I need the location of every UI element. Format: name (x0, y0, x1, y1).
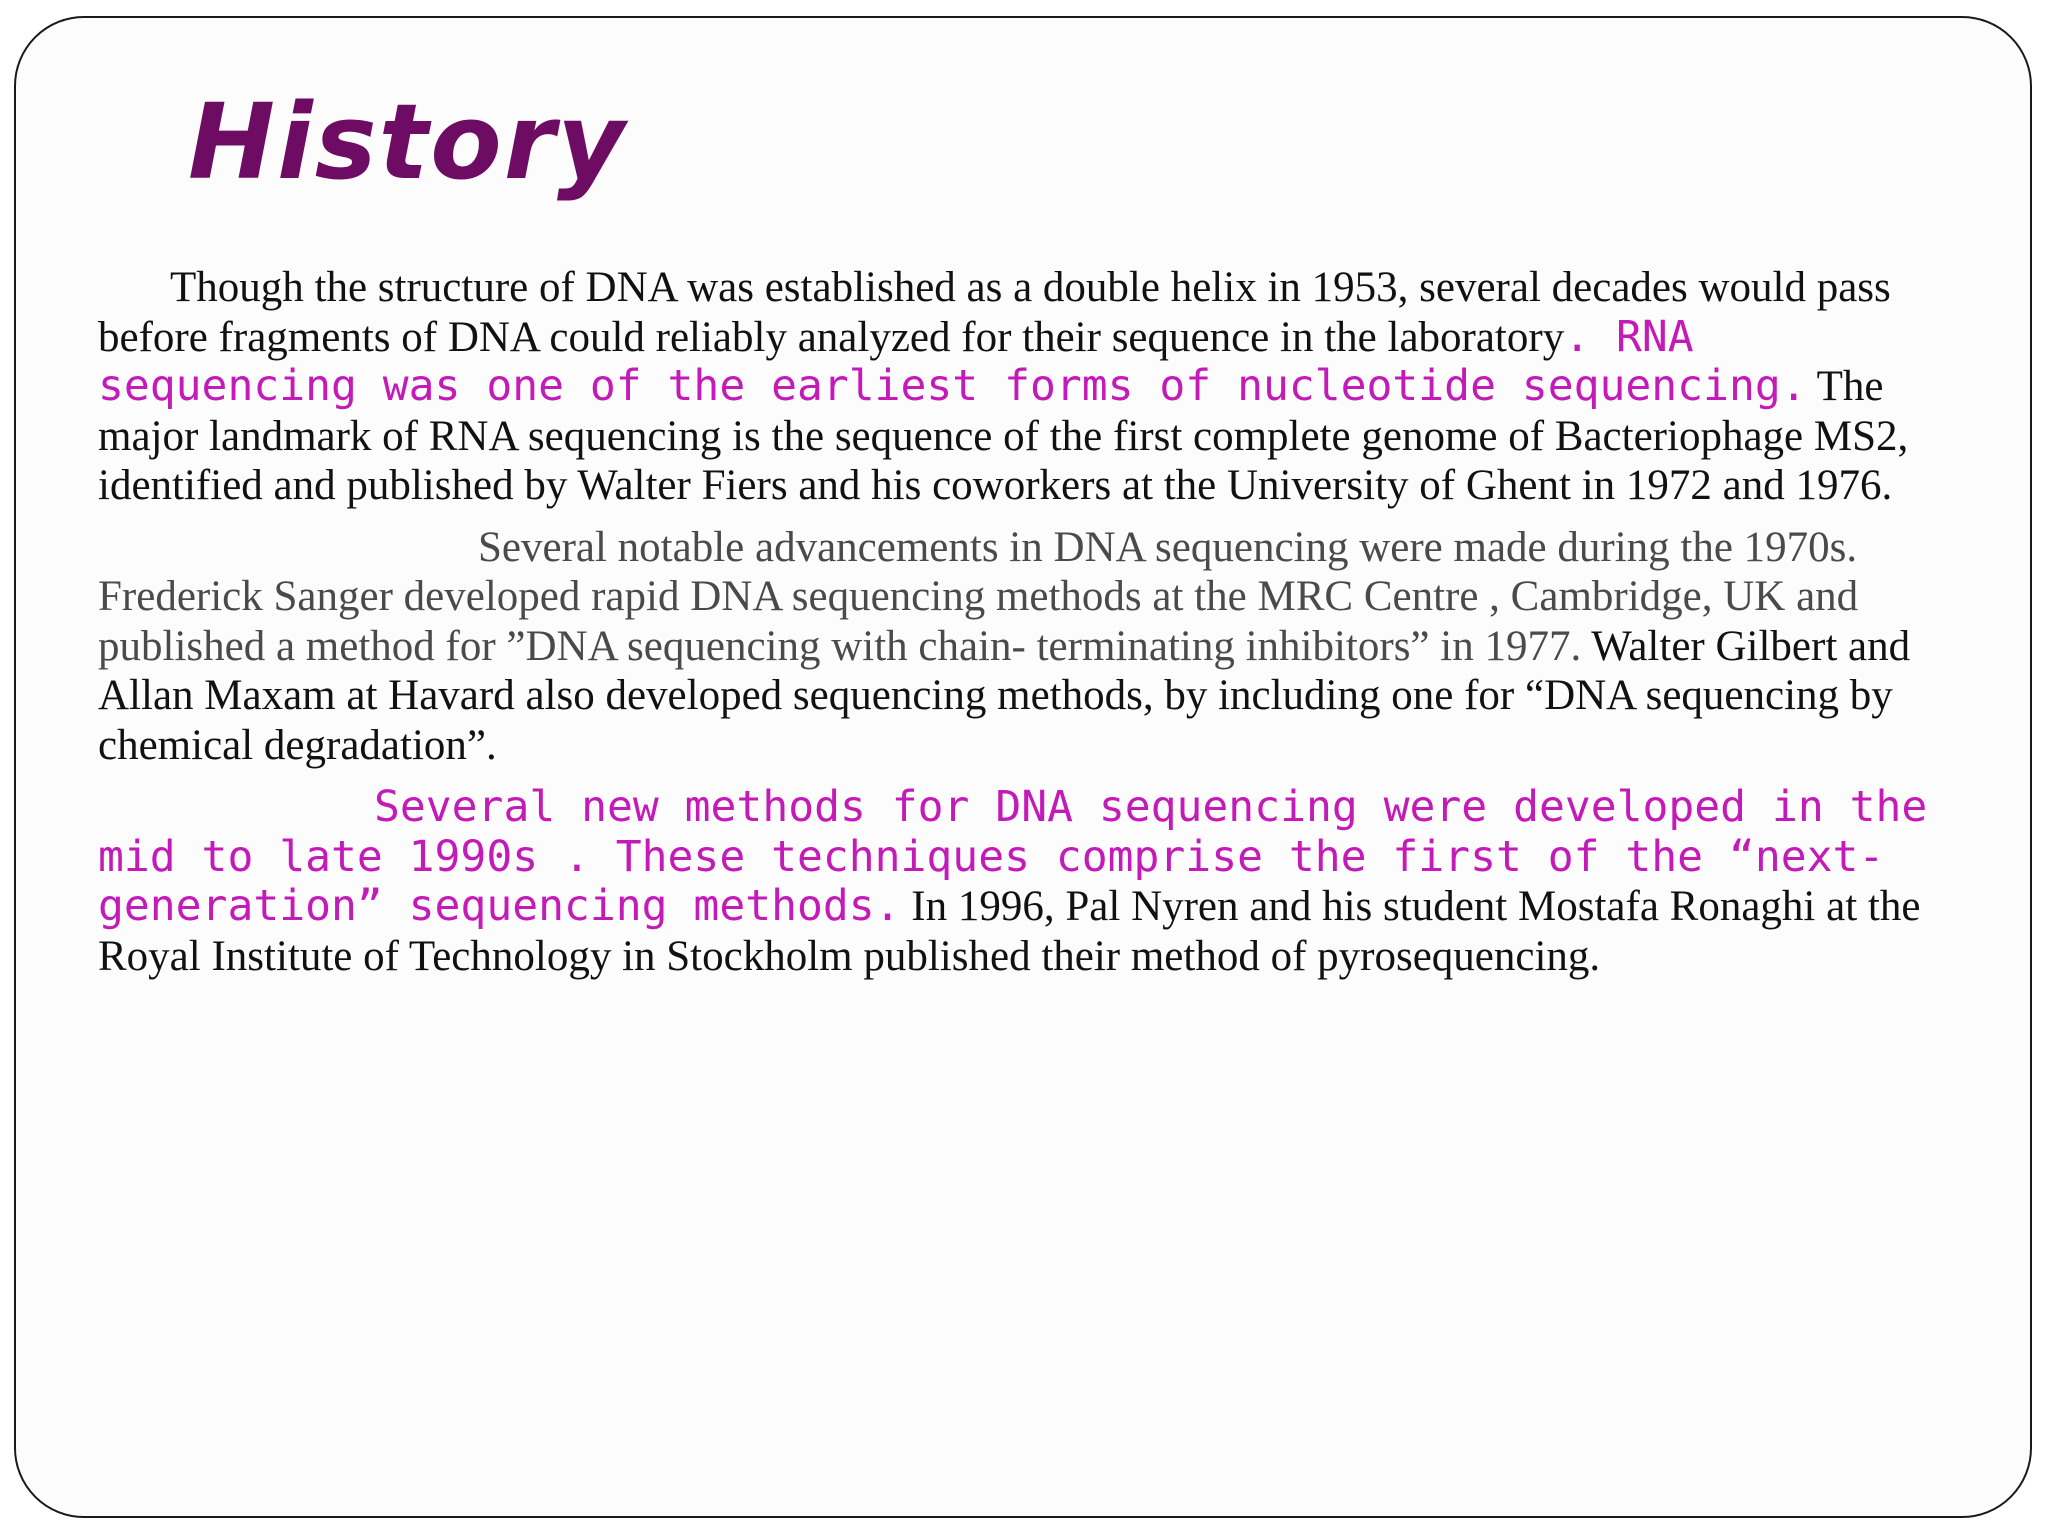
paragraph-1-text-rest: The major landmark of RNA sequencing is the sequence of the first complete genome of Bacteriophage MS2, identified and published by Walter Fiers and his coworkers at the University of Ghent in 1972 and 1976. (98, 363, 1909, 509)
paragraph-3-highlight: Several new methods for DNA sequencing were developed in the mid to late 1990s . These techniques comprise the first of the “next-generation” sequencing methods. (98, 782, 1928, 931)
history-paragraph-2 (98, 523, 1928, 771)
history-paragraph-3 (98, 783, 1928, 981)
paragraph-2-text-dark: Walter Gilbert and Allan Maxam at Havard also developed sequencing methods, by including one for “DNA sequencing by chemical degradation”. (98, 622, 1911, 769)
slide-body (98, 263, 1928, 981)
paragraph-3-text: In 1996, Pal Nyren and his student Mostafa Ronaghi at the Royal Institute of Technology in Stockholm published their method of pyrosequencing. (98, 883, 1921, 980)
paragraph-1-text-intro: Though the structure of DNA was established as a double helix in 1953, several decades would pass before fragments of DNA could reliably analyzed for their sequence in the laboratory (98, 264, 1891, 361)
paragraph-2-text-grey: Several notable advancements in DNA sequencing were made during the 1970s. Frederick Sanger developed rapid DNA sequencing methods at the MRC Centre , Cambridge, UK and published a method for ”DNA sequencing with chain- terminating inhibitors” in 1977. (98, 523, 1859, 670)
history-paragraph-1 (98, 263, 1928, 511)
paragraph-1-highlight: . RNA sequencing was one of the earliest forms of nucleotide sequencing. (98, 311, 1807, 411)
slide-title: History (188, 81, 627, 203)
slide-frame (14, 16, 2032, 1518)
